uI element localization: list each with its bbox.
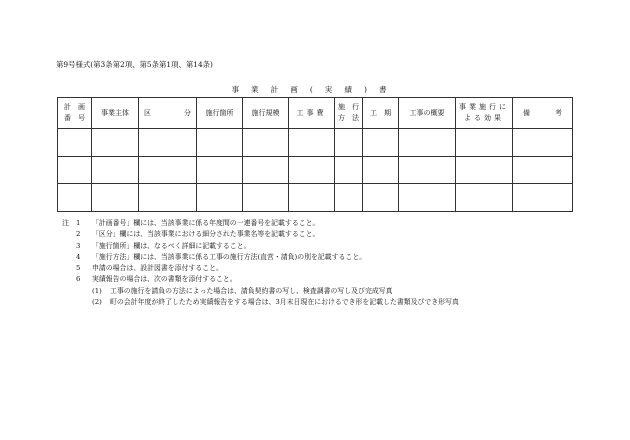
form-id: 第9号様式(第3条第2項、第5条第1項、第14条) [56,60,213,69]
note-item: 5 申請の場合は、設計図書を添付すること。 [76,264,223,273]
document-title: 事業計画(実績)書 [231,85,399,94]
header-method: 施 行 方 法 [335,98,363,129]
header-cost: 工事費 [289,98,335,129]
header-scale: 施行規模 [243,98,289,129]
note-sub-item: (1) 工事の施行を請負の方法によった場合は、請負契約書の写し、検査調書の写し及び完成写真 [92,286,393,295]
note-item: 3 「施行箇所」欄は、なるべく詳細に記載すること。 [76,241,251,250]
note-sub-item: (2) 町の会計年度が終了したため実績報告をする場合は、3月末日現在におけるでき形を記載した書類及びでき形写真 [92,298,459,307]
plan-table [57,97,573,212]
header-effect: 事業施行に よる効果 [456,98,513,129]
header-location: 施行箇所 [197,98,243,129]
table-row [58,156,573,184]
header-remarks: 備 考 [513,98,573,129]
note-item: 2 「区分」欄には、当該事業における細分された事業名等を記載すること。 [76,230,320,239]
note-item: 注 1 「計画番号」欄には、当該事業に係る年度間の一連番号を記載すること。 [62,218,459,229]
table-row [58,184,573,212]
header-division: 区 分 [139,98,197,129]
note-item: 6 実績報告の場合は、次の書類を添付すること。 [76,275,237,284]
notes-label: 注 [62,219,69,227]
header-period: 工 期 [363,98,399,129]
note-item: 4 「施行方法」欄には、当該事業に係る工事の施行方法(直営・請負)の別を記載すること。 [76,252,367,261]
header-row [58,98,573,129]
table-row [58,129,573,157]
header-entity: 事業主体 [92,98,139,129]
notes [62,218,459,308]
header-plan-number: 計 画 番 号 [58,98,92,129]
header-outline: 工事の概要 [399,98,456,129]
